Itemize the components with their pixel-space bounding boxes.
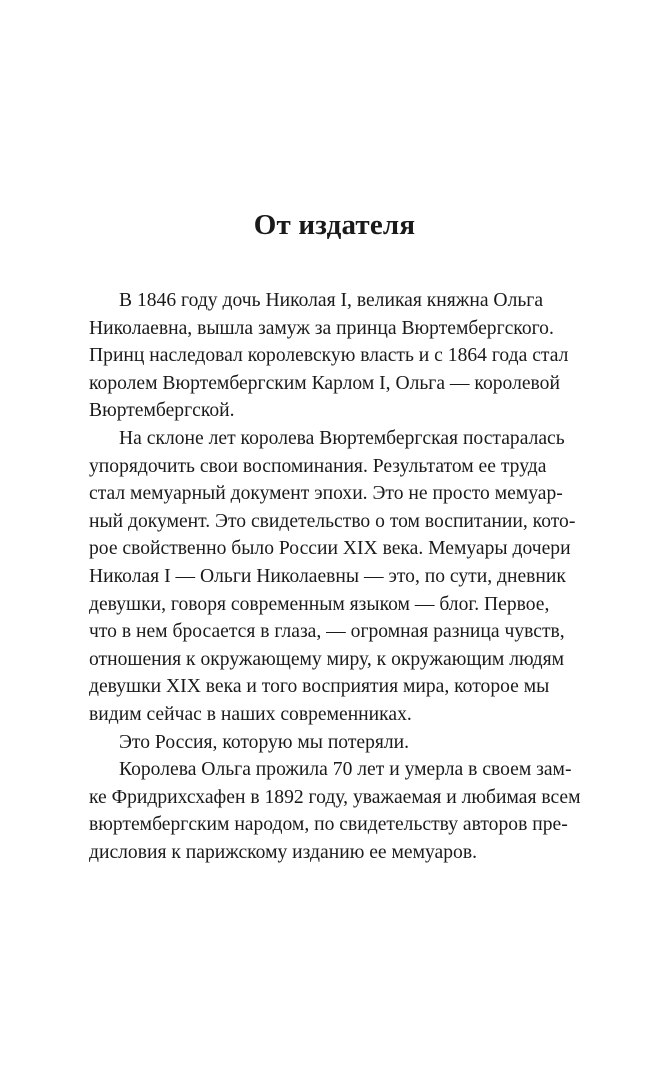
text-line: Николаевна, вышла замуж за принца Вюртембергского. [89,317,554,339]
text-line: Королева Ольга прожила 70 лет и умерла в своем зам- [119,759,572,781]
text-line: дисловия к парижскому изданию ее мемуаров. [89,841,477,863]
text-line: В 1846 году дочь Николая I, великая княжна Ольга [119,290,544,311]
text-line: вюртембергским народом, по свидетельству авторов пре- [89,814,568,836]
text-line: ный документ. Это свидетельство о том воспитании, кото- [89,510,576,532]
text-line: Вюртембергской. [89,400,235,422]
text-line: Николая I — Ольги Николаевны — это, по сути, дневник [89,565,566,587]
text-line: Принц наследовал королевскую власть и с 1864 года стал [89,345,569,367]
text-line: что в нем бросается в глаза, — огромная разница чувств, [89,621,565,643]
text-line: королем Вюртембергским Карлом I, Ольга — королевой [89,372,560,394]
text-line: девушки, говоря современным языком — блог. Первое, [89,593,550,615]
text-line: Это Россия, которую мы потеряли. [119,731,410,753]
text-line: видим сейчас в наших современниках. [89,703,412,725]
body-text [89,287,581,866]
text-line: отношения к окружающему миру, к окружающим людям [89,648,565,670]
text-line: девушки XIX века и того восприятия мира, которое мы [89,676,550,698]
text-line: На склоне лет королева Вюртембергская постаралась [119,427,565,449]
text-line: упорядочить свои воспоминания. Результатом ее труда [89,455,547,477]
text-line: стал мемуарный документ эпохи. Это не просто мемуар- [89,483,563,505]
text-line: рое свойственно было России XIX века. Мемуары дочери [89,538,571,560]
text-line: ке Фридрихсхафен в 1892 году, уважаемая и любимая всем [89,786,581,808]
page-title: От издателя [253,209,416,241]
